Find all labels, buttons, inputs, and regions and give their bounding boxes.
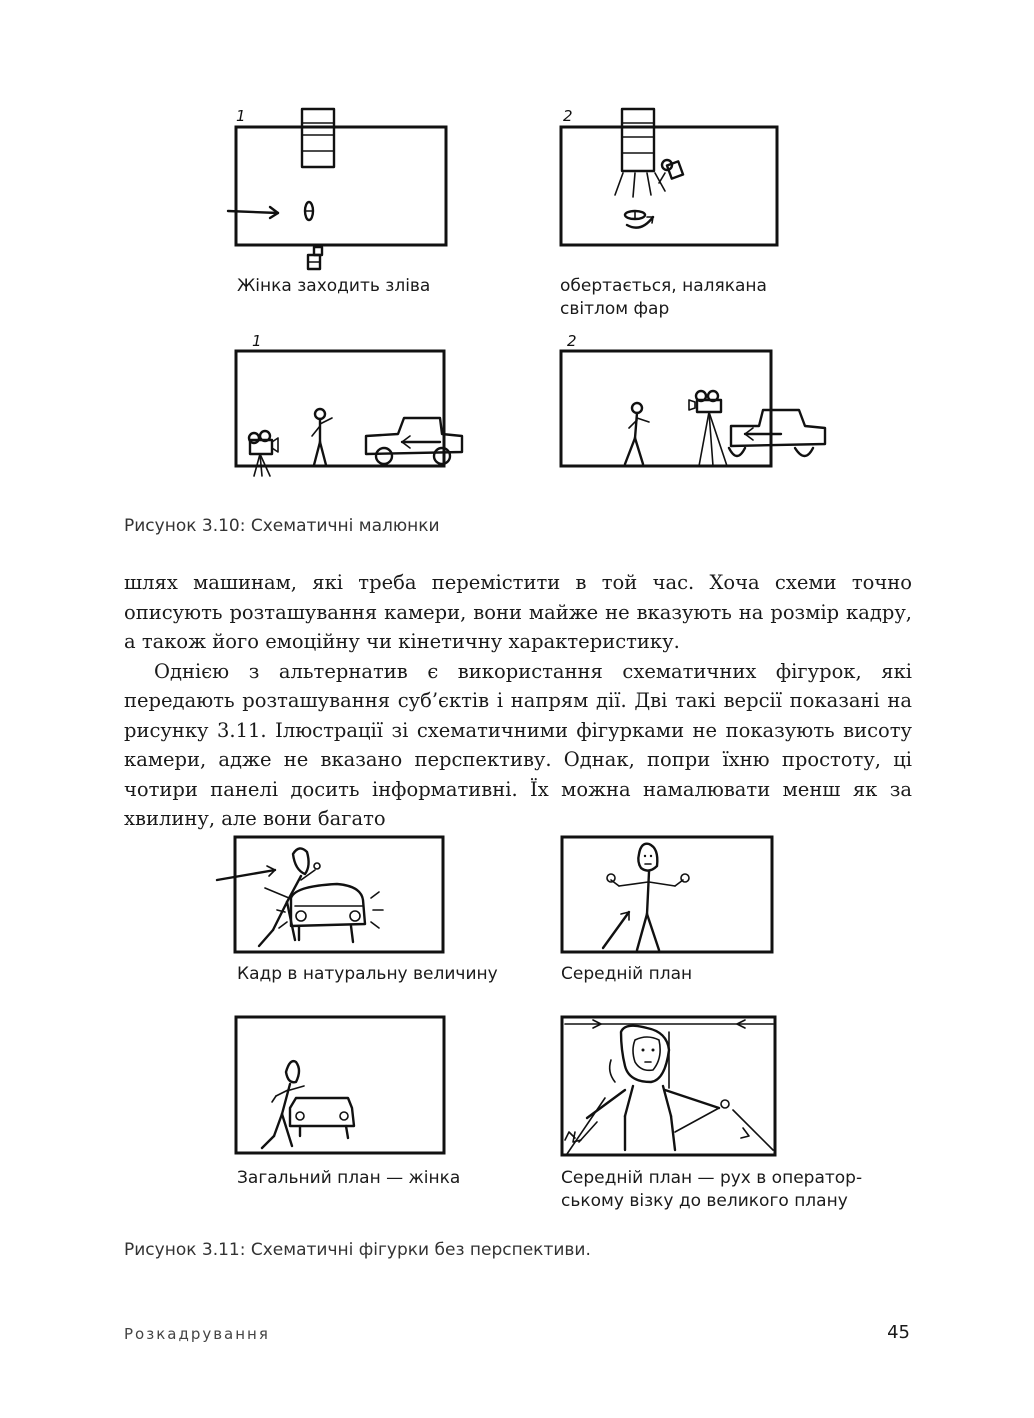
fig311-panel-4-caption — [561, 1167, 862, 1213]
body-paragraph-1: шлях машинам, які треба перемістити в той час. Хоча схеми точно описують розташування камери, вони майже не вказують на розмір кадру, а також його емоційну чи кінетичну характеристику. — [124, 571, 912, 653]
sketch-medium-shot-woman — [555, 830, 785, 955]
fig310-panel-2 — [555, 105, 785, 250]
page-number: 45 — [887, 1322, 910, 1343]
body-paragraph-2: Однією з альтернатив є використання схематичних фігурок, які передають розташування суб’єктів і напрям дії. Дві такі версії показані на рисунку 3.11. Ілюстрації зі схематичними фігурками не показують висоту камери, адже не вказано перспективу. Однак, попри їхню простоту, ці чотири панелі досить інформативні. Їх можна намалювати менш як за хвилину, але вони багато — [124, 659, 912, 830]
fig311-panel-2-caption: Середній план — [561, 964, 693, 984]
caption-line: світлом фар — [560, 299, 670, 319]
panel-number: 1 — [252, 332, 262, 350]
fig311-panel-1-caption: Кадр в натуральну величину — [237, 964, 498, 984]
running-footer-section: Розкадрування — [124, 1325, 270, 1343]
body-text — [124, 568, 912, 834]
fig310-panel-1-caption: Жінка заходить зліва — [237, 276, 431, 296]
sketch-dolly-to-close-up — [555, 1010, 785, 1160]
sketch-overhead-woman-enters — [230, 105, 460, 280]
panel-number: 1 — [236, 107, 246, 125]
fig311-panel-4 — [555, 1010, 785, 1160]
fig310-panel-4 — [555, 330, 835, 480]
fig310-panel-2-caption — [560, 275, 767, 321]
caption-line: Середній план — рух в оператор- — [561, 1168, 863, 1188]
panel-number: 2 — [563, 107, 573, 125]
fig310-panel-3 — [230, 330, 470, 480]
caption-line: ському візку до великого плану — [561, 1191, 848, 1211]
sketch-overhead-woman-turns — [555, 105, 785, 250]
sketch-full-shot-woman-car — [215, 830, 455, 955]
figure-3-10-caption: Рисунок 3.10: Схематичні малюнки — [124, 516, 440, 536]
panel-number: 2 — [567, 332, 577, 350]
caption-line: обертається, налякана — [560, 276, 767, 296]
fig311-panel-1 — [215, 830, 455, 955]
sketch-side-woman-camera-car — [555, 330, 835, 480]
fig310-panel-1 — [230, 105, 460, 280]
fig311-panel-3 — [230, 1010, 450, 1160]
sketch-side-camera-woman-car — [230, 330, 470, 480]
fig311-panel-2 — [555, 830, 785, 955]
sketch-long-shot-woman — [230, 1010, 450, 1160]
figure-3-11-caption: Рисунок 3.11: Схематичні фігурки без перспективи. — [124, 1240, 591, 1260]
fig311-panel-3-caption: Загальний план — жінка — [237, 1168, 461, 1188]
